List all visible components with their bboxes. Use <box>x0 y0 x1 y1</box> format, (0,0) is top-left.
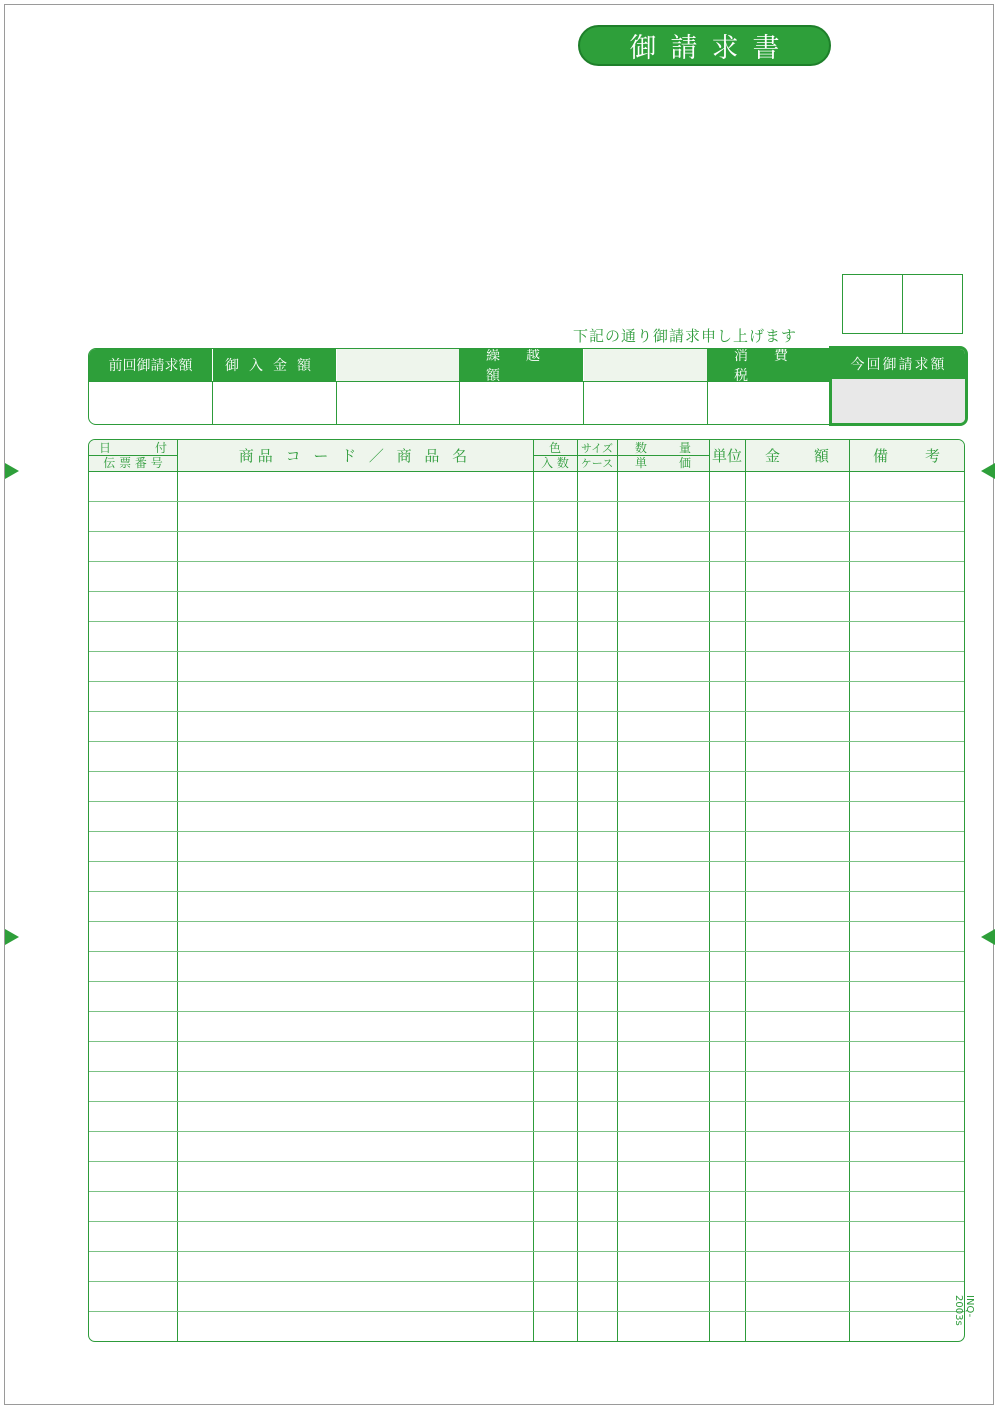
tax-label: 消費税 <box>734 348 814 384</box>
prev-billing-header: 前回御請求額 <box>89 349 213 381</box>
table-row <box>89 981 964 982</box>
table-row <box>89 561 964 562</box>
table-row <box>89 1131 964 1132</box>
qty-label-2: 量 <box>678 441 691 455</box>
date-label-2: 付 <box>154 441 167 455</box>
table-header <box>89 440 964 472</box>
carryover-header <box>460 348 584 384</box>
registration-mark-right-icon <box>981 463 995 479</box>
product-header <box>177 440 533 471</box>
amount-header <box>745 440 849 471</box>
carryover-value-2[interactable] <box>584 381 708 424</box>
document-title: 御請求書 <box>578 25 831 66</box>
unit-price-label-2: 価 <box>678 456 691 470</box>
tax-value[interactable] <box>708 381 830 424</box>
table-row <box>89 651 964 652</box>
count-label: 入 数 <box>541 456 569 470</box>
registration-mark-left-icon <box>5 463 19 479</box>
prev-billing-value[interactable] <box>89 381 213 424</box>
qty-label: 数 <box>635 441 648 455</box>
table-row <box>89 741 964 742</box>
table-row <box>89 771 964 772</box>
unit-label: 単位 <box>711 447 742 465</box>
payment-value-2[interactable] <box>337 381 460 424</box>
greeting-text: 下記の通り御請求申し上げます <box>573 327 798 345</box>
payment-label: 御入金額 <box>225 358 321 374</box>
carryover-header-blank <box>584 349 708 381</box>
remarks-label: 備 <box>873 447 889 465</box>
payment-header <box>213 349 337 381</box>
registration-mark-right-icon <box>981 929 995 945</box>
carryover-value[interactable] <box>460 381 584 424</box>
line-items-table <box>88 439 965 1342</box>
table-row <box>89 831 964 832</box>
current-billing-value[interactable] <box>832 379 965 423</box>
table-row <box>89 951 964 952</box>
remarks-label-2: 考 <box>924 447 940 465</box>
table-row <box>89 681 964 682</box>
product-label: 商品 コ ー ド ／ 商 品 名 <box>238 447 472 465</box>
table-row <box>89 531 964 532</box>
registration-mark-left-icon <box>5 929 19 945</box>
table-row <box>89 591 964 592</box>
table-row <box>89 1101 964 1102</box>
color-count-header <box>533 440 577 471</box>
table-row <box>89 1161 964 1162</box>
current-billing-box <box>829 346 968 426</box>
amount-label: 金 <box>765 447 781 465</box>
table-row <box>89 1041 964 1042</box>
unit-header <box>709 440 745 471</box>
table-row <box>89 891 964 892</box>
table-row <box>89 1251 964 1252</box>
table-row <box>89 861 964 862</box>
stamp-box <box>842 274 963 334</box>
table-row <box>89 1221 964 1222</box>
table-row <box>89 1281 964 1282</box>
amount-label-2: 額 <box>813 447 829 465</box>
date-label: 日 <box>99 441 112 455</box>
unit-price-label: 単 <box>635 456 648 470</box>
stamp-cell <box>843 275 902 333</box>
summary-table <box>88 348 830 425</box>
stamp-cell <box>902 275 962 333</box>
case-label: ケース <box>580 456 614 470</box>
form-code: INQ-2003s <box>953 1295 975 1326</box>
tax-header <box>708 348 830 384</box>
table-row <box>89 1071 964 1072</box>
table-row <box>89 1311 964 1312</box>
color-label: 色 <box>548 441 561 455</box>
table-row <box>89 711 964 712</box>
date-slip-header <box>89 440 177 471</box>
payment-value[interactable] <box>213 381 337 424</box>
size-case-header <box>577 440 617 471</box>
current-billing-header: 今回御請求額 <box>832 349 965 379</box>
slip-no-label: 伝 票 番 号 <box>103 456 163 470</box>
qty-price-header <box>617 440 709 471</box>
table-row <box>89 1011 964 1012</box>
table-row <box>89 501 964 502</box>
table-row <box>89 621 964 622</box>
payment-header-blank <box>337 349 460 381</box>
carryover-label: 繰越額 <box>486 348 566 384</box>
remarks-header <box>849 440 964 471</box>
size-label: サイズ <box>580 441 614 455</box>
table-row <box>89 921 964 922</box>
table-row <box>89 801 964 802</box>
table-row <box>89 1191 964 1192</box>
